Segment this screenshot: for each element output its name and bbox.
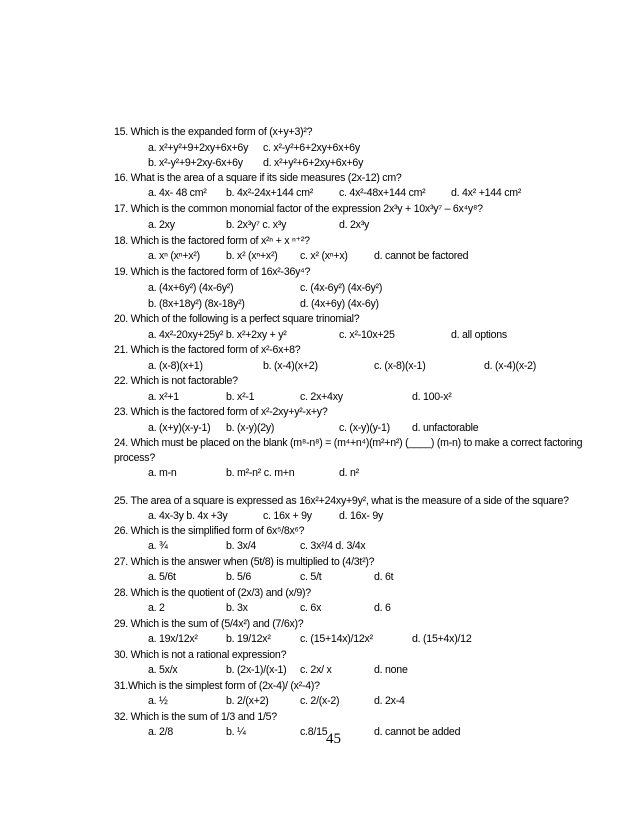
question-text: 22. Which is not factorable? [114,375,238,387]
answer-choice: a. 5/6t [148,571,176,583]
answer-choice: a. xⁿ (xⁿ+x²) [148,250,200,262]
answer-choice: b. 2x³y⁷ c. x³y [226,219,287,231]
question-text: 20. Which of the following is a perfect square trinomial? [114,313,360,325]
answer-choice: b. 5/6 [226,571,252,583]
answer-choice: b. 3x [226,602,248,614]
answer-choice: d. 4x² +144 cm² [451,187,522,199]
answer-choice: d. all options [451,329,507,341]
question-text: 27. Which is the answer when (5t/8) is multiplied to (4/3t²)? [114,556,375,568]
answer-choice: d. none [374,664,408,676]
question-text: 31.Which is the simplest form of (2x-4)/ (x²-4)? [114,680,320,692]
answer-choice: b. 2/(x+2) [226,695,269,707]
answer-choice: c. 3x²/4 d. 3/4x [300,540,366,552]
answer-choice: d. 100-x² [412,391,452,403]
answer-choice: b. x²-1 [226,391,255,403]
answer-choice: b. (x-4)(x+2) [263,360,318,372]
answer-choice: c. (x-8)(x-1) [374,360,426,372]
question-text: 23. Which is the factored form of x²-2xy+y²-x+y? [114,406,328,418]
answer-choice: a. 4x-3y b. 4x +3y [148,510,228,522]
question-text: 18. Which is the factored form of x²ⁿ + x ⁿ⁺²? [114,235,310,247]
question-text: 28. Which is the quotient of (2x/3) and (x/9)? [114,587,311,599]
answer-choice: d. cannot be factored [374,250,469,262]
answer-choice: a. (x+y)(x-y-1) [148,422,211,434]
answer-choice: c. x²-y²+6+2xy+6x+6y [263,142,360,154]
answer-choice: c. 6x [300,602,322,614]
answer-choice: a. x²+y²+9+2xy+6x+6y [148,142,249,154]
answer-choice: c.8/15 [300,726,328,738]
answer-choice: d. cannot be added [374,726,461,738]
answer-choice: a. 2/8 [148,726,174,738]
answer-choice: b. 19/12x² [226,633,271,645]
answer-choice: c. 2/(x-2) [300,695,340,707]
question-text: 30. Which is not a rational expression? [114,649,287,661]
question-text: 15. Which is the expanded form of (x+y+3)²? [114,126,313,138]
answer-choice: c. (x-y)(y-1) [339,422,390,434]
answer-choice: c. 5/t [300,571,322,583]
question-text: 17. Which is the common monomial factor of the expression 2x³y + 10x³y⁷ – 6x⁴y⁸? [114,203,483,215]
answer-choice: d. 2x³y [339,219,370,231]
answer-choice: b. (8x+18y²) (8x-18y²) [148,298,245,310]
answer-choice: a. (x-8)(x+1) [148,360,203,372]
answer-choice: a. 2xy [148,219,175,231]
answer-choice: c. x² (xⁿ+x) [300,250,348,262]
answer-choice: b. 4x²-24x+144 cm² [226,187,314,199]
answer-choice: b. ¼ [226,726,246,738]
answer-choice: d. 16x- 9y [339,510,384,522]
question-text: 21. Which is the factored form of x²-6x+8? [114,344,301,356]
answer-choice: d. unfactorable [412,422,479,434]
answer-choice: a. 4x- 48 cm² [148,187,207,199]
question-text: 26. Which is the simplified form of 6x⁵/8x⁶? [114,525,305,537]
answer-choice: c. 4x²-48x+144 cm² [339,187,426,199]
answer-choice: d. x²+y²+6+2xy+6x+6y [263,157,364,169]
answer-choice: a. 4x²-20xy+25y² b. x²+2xy + y² [148,329,287,341]
answer-choice: a. 19x/12x² [148,633,198,645]
answer-choice: d. 2x-4 [374,695,405,707]
answer-choice: d. (15+4x)/12 [412,633,472,645]
answer-choice: b. 3x/4 [226,540,257,552]
question-text: 16. What is the area of a square if its side measures (2x-12) cm? [114,172,402,184]
answer-choice: c. x²-10x+25 [339,329,395,341]
page-number: 45 [326,731,341,747]
answer-choice: c. 16x + 9y [263,510,312,522]
answer-choice: c. (4x-6y²) (4x-6y²) [300,282,383,294]
question-text: 25. The area of a square is expressed as 16x²+24xy+9y², what is the measure of a side of the square? [114,495,569,507]
answer-choice: c. 2x/ x [300,664,332,676]
question-text: 24. Which must be placed on the blank (m⁸-n⁸) = (m⁴+n⁴)(m²+n²) (____) (m-n) to make a correct factoring [114,437,583,449]
answer-choice: b. (x-y)(2y) [226,422,275,434]
answer-choice: a. x²+1 [148,391,179,403]
question-text: 19. Which is the factored form of 16x²-36y⁴? [114,266,311,278]
answer-choice: b. x²-y²+9+2xy-6x+6y [148,157,243,169]
answer-choice: b. (2x-1)/(x-1) [226,664,287,676]
answer-choice: d. 6t [374,571,394,583]
answer-choice: a. (4x+6y²) (4x-6y²) [148,282,234,294]
question-text: 29. Which is the sum of (5/4x²) and (7/6x)? [114,618,304,630]
answer-choice: d. (4x+6y) (4x-6y) [300,298,379,310]
answer-choice: d. 6 [374,602,391,614]
answer-choice: b. m²-n² c. m+n [226,467,295,479]
answer-choice: a. m-n [148,467,177,479]
answer-choice: d. n² [339,467,359,479]
answer-choice: a. 2 [148,602,165,614]
answer-choice: a. ¾ [148,540,168,552]
answer-choice: d. (x-4)(x-2) [484,360,537,372]
answer-choice: c. (15+14x)/12x² [300,633,373,645]
question-text: process? [114,452,155,464]
answer-choice: b. x² (xⁿ+x²) [226,250,278,262]
question-text: 32. Which is the sum of 1/3 and 1/5? [114,711,277,723]
answer-choice: c. 2x+4xy [300,391,343,403]
answer-choice: a. ½ [148,695,168,707]
answer-choice: a. 5x/x [148,664,178,676]
